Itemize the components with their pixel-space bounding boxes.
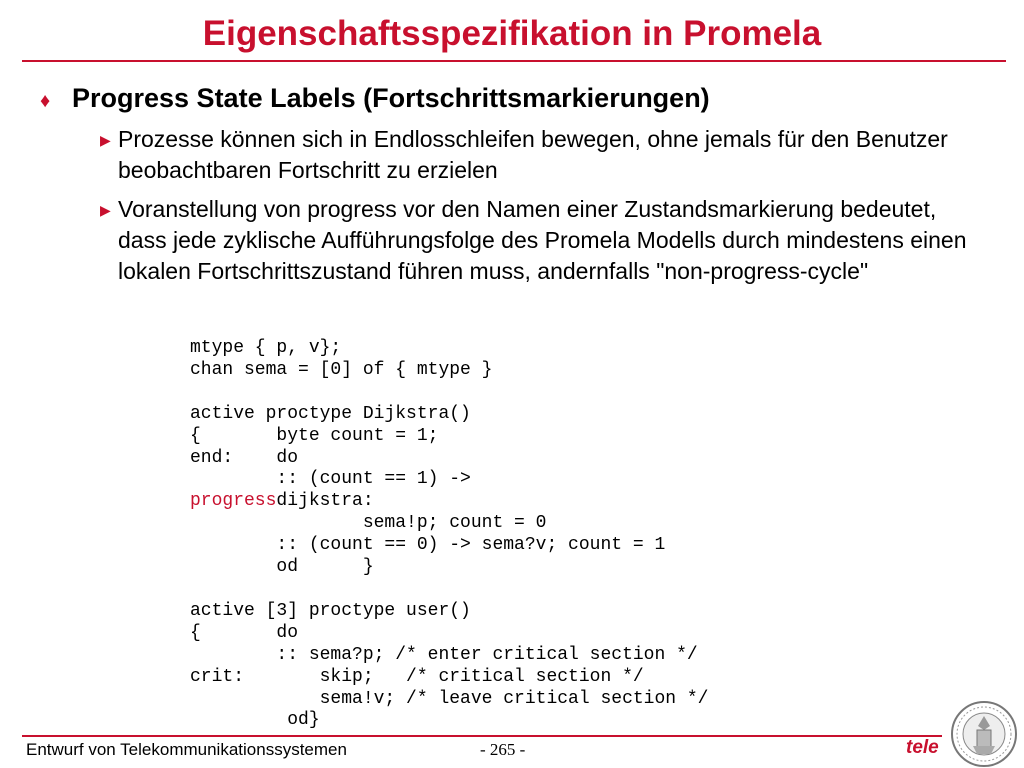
page-number: - 265 - bbox=[480, 740, 526, 759]
sub-bullet-2 bbox=[100, 194, 988, 287]
main-bullet-label: Progress State Labels (Fortschrittsmarkierungen) bbox=[72, 83, 710, 113]
main-bullet bbox=[40, 80, 710, 116]
code-line: mtype { p, v}; bbox=[190, 338, 342, 358]
sub-bullet-1 bbox=[100, 124, 988, 186]
footer-course: Entwurf von Telekommunikationssystemen bbox=[26, 740, 347, 759]
code-line: od } bbox=[190, 557, 374, 578]
promela-code-block bbox=[190, 338, 708, 732]
code-line: end: do bbox=[190, 447, 299, 468]
sub-bullet-text: Voranstellung von progress vor den Namen einer Zustandsmarkierung bedeutet, dass jede zyklische Aufführungsfolge des Promela Modells durch mindestens einen lokalen Fortschrittszustand führen muss, andernfalls "non-progress-cycle" bbox=[118, 196, 967, 284]
university-seal-icon bbox=[949, 700, 1019, 768]
code-line: { do bbox=[190, 622, 299, 643]
code-line: active proctype Dijkstra() bbox=[190, 403, 471, 424]
code-line: sema!v; /* leave critical section */ bbox=[190, 688, 709, 709]
footer-rule bbox=[22, 735, 942, 737]
code-line: dijkstra: bbox=[276, 491, 374, 512]
brand-logo-text: tele bbox=[906, 737, 939, 758]
code-line: :: (count == 0) -> sema?v; count = 1 bbox=[190, 535, 666, 556]
code-line: od} bbox=[190, 710, 320, 731]
code-line: active [3] proctype user() bbox=[190, 600, 471, 621]
code-line: chan sema = [0] of { mtype } bbox=[190, 359, 493, 380]
slide-title: Eigenschaftsspezifikation in Promela bbox=[202, 14, 822, 53]
progress-keyword: progress bbox=[190, 491, 277, 512]
code-line: { byte count = 1; bbox=[190, 425, 439, 446]
title-underline bbox=[22, 60, 1006, 62]
code-line: sema!p; count = 0 bbox=[190, 513, 547, 534]
code-line: crit: skip; /* critical section */ bbox=[190, 666, 644, 687]
sub-bullet-text: Prozesse können sich in Endlosschleifen bewegen, ohne jemals für den Benutzer beobachtbaren Fortschritt zu erzielen bbox=[118, 126, 948, 183]
code-line: :: (count == 1) -> bbox=[190, 469, 471, 490]
triangle-right-icon: ▶ bbox=[100, 132, 111, 148]
code-line: :: sema?p; /* enter critical section */ bbox=[190, 644, 698, 665]
triangle-right-icon: ▶ bbox=[100, 202, 111, 218]
diamond-icon: ♦ bbox=[40, 90, 51, 112]
